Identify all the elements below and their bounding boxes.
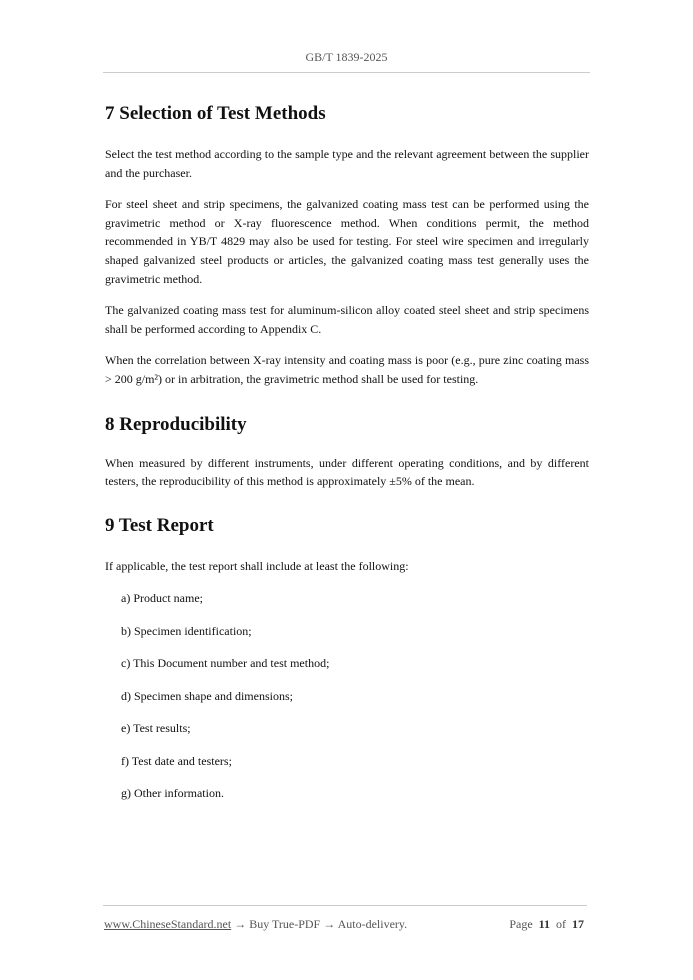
page-number: 11 [538,917,550,931]
section-9-intro: If applicable, the test report shall include at least the following: [105,558,409,573]
of-label: of [556,917,566,931]
list-item: g) Other information. [121,786,224,801]
auto-delivery-text: → Auto-delivery. [323,917,408,931]
list-item: e) Test results; [121,721,191,736]
footer-promo [104,917,407,932]
section-7-paragraph-2: For steel sheet and strip specimens, the galvanized coating mass test can be performed using the gravimetric method or X-ray fluorescence method. When conditions permit, the method recommended in YB/T 4829 may also be used for testing. For steel wire specimen and irregularly shaped galvanized steel products or articles, the galvanized coating mass test generally uses the gravimetric method. [105,197,589,286]
document-code-header: GB/T 1839-2025 [305,50,388,64]
page-content [105,102,589,817]
website-link[interactable]: www.ChineseStandard.net [104,917,232,931]
list-item: a) Product name; [121,591,203,606]
section-8-paragraph-1: When measured by different instruments, under different operating conditions, and by different testers, the reproducibility of this method is approximately ±5% of the mean. [105,455,589,489]
section-7-paragraph-4: When the correlation between X-ray intensity and coating mass is poor (e.g., pure zinc coating mass > 200 g/m²) or in arbitration, the gravimetric method shall be used for testing. [105,353,589,386]
page-indicator [509,917,584,932]
list-item: b) Specimen identification; [121,623,252,638]
page-total: 17 [572,917,584,931]
section-9-title: 9 Test Report [105,514,214,536]
list-item: c) This Document number and test method; [121,656,330,671]
buy-pdf-text: → Buy True-PDF [231,917,324,931]
header-divider [103,72,590,73]
footer-divider [103,905,587,906]
page-label: Page [509,917,533,931]
list-item: f) Test date and testers; [121,753,232,768]
section-7-title: 7 Selection of Test Methods [105,103,326,124]
report-items-list [105,589,589,802]
section-7-paragraph-3: The galvanized coating mass test for aluminum-silicon alloy coated steel sheet and strip specimens shall be performed according to Appendix C. [105,303,589,336]
section-8-title: 8 Reproducibility [105,413,247,435]
section-7-paragraph-1: Select the test method according to the sample type and the relevant agreement between the supplier and the purchaser. [105,147,589,180]
list-item: d) Specimen shape and dimensions; [121,688,293,703]
